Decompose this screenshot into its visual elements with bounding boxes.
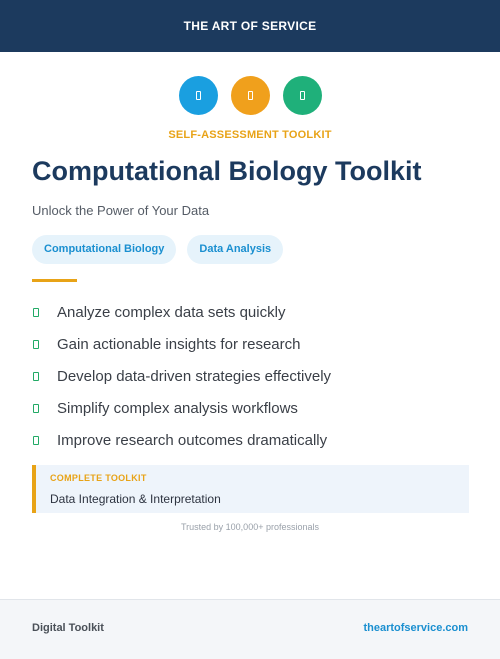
kicker-label: SELF-ASSESSMENT TOOLKIT [168, 129, 332, 141]
website-link[interactable]: theartofservice.com [363, 622, 468, 634]
tag-list [32, 235, 283, 264]
feature-list [32, 296, 331, 456]
callout-text: Data Integration & Interpretation [50, 492, 221, 506]
tag-data-analysis[interactable]: Data Analysis [187, 235, 283, 264]
orange-icon [231, 76, 270, 115]
check-icon [33, 340, 39, 349]
check-icon [33, 436, 39, 445]
brand-name: THE ART OF SERVICE [183, 19, 317, 33]
check-icon [33, 372, 39, 381]
feature-item: Develop data-driven strategies effectively [32, 360, 331, 392]
footer [0, 599, 500, 659]
icon-row [0, 76, 500, 115]
header-bar [0, 0, 500, 52]
accent-divider [32, 279, 77, 282]
green-icon [283, 76, 322, 115]
feature-item: Gain actionable insights for research [32, 328, 331, 360]
feature-item: Simplify complex analysis workflows [32, 392, 331, 424]
check-icon [33, 308, 39, 317]
tag-computational-biology[interactable]: Computational Biology [32, 235, 176, 264]
check-icon [33, 404, 39, 413]
footer-label: Digital Toolkit [32, 622, 104, 634]
feature-item: Improve research outcomes dramatically [32, 424, 331, 456]
blue-icon [179, 76, 218, 115]
page-title: Computational Biology Toolkit [32, 156, 422, 186]
feature-item: Analyze complex data sets quickly [32, 296, 331, 328]
trusted-note: Trusted by 100,000+ professionals [180, 522, 319, 532]
callout-label: COMPLETE TOOLKIT [50, 473, 147, 483]
toolkit-callout [32, 465, 469, 513]
page-subtitle: Unlock the Power of Your Data [32, 203, 210, 218]
